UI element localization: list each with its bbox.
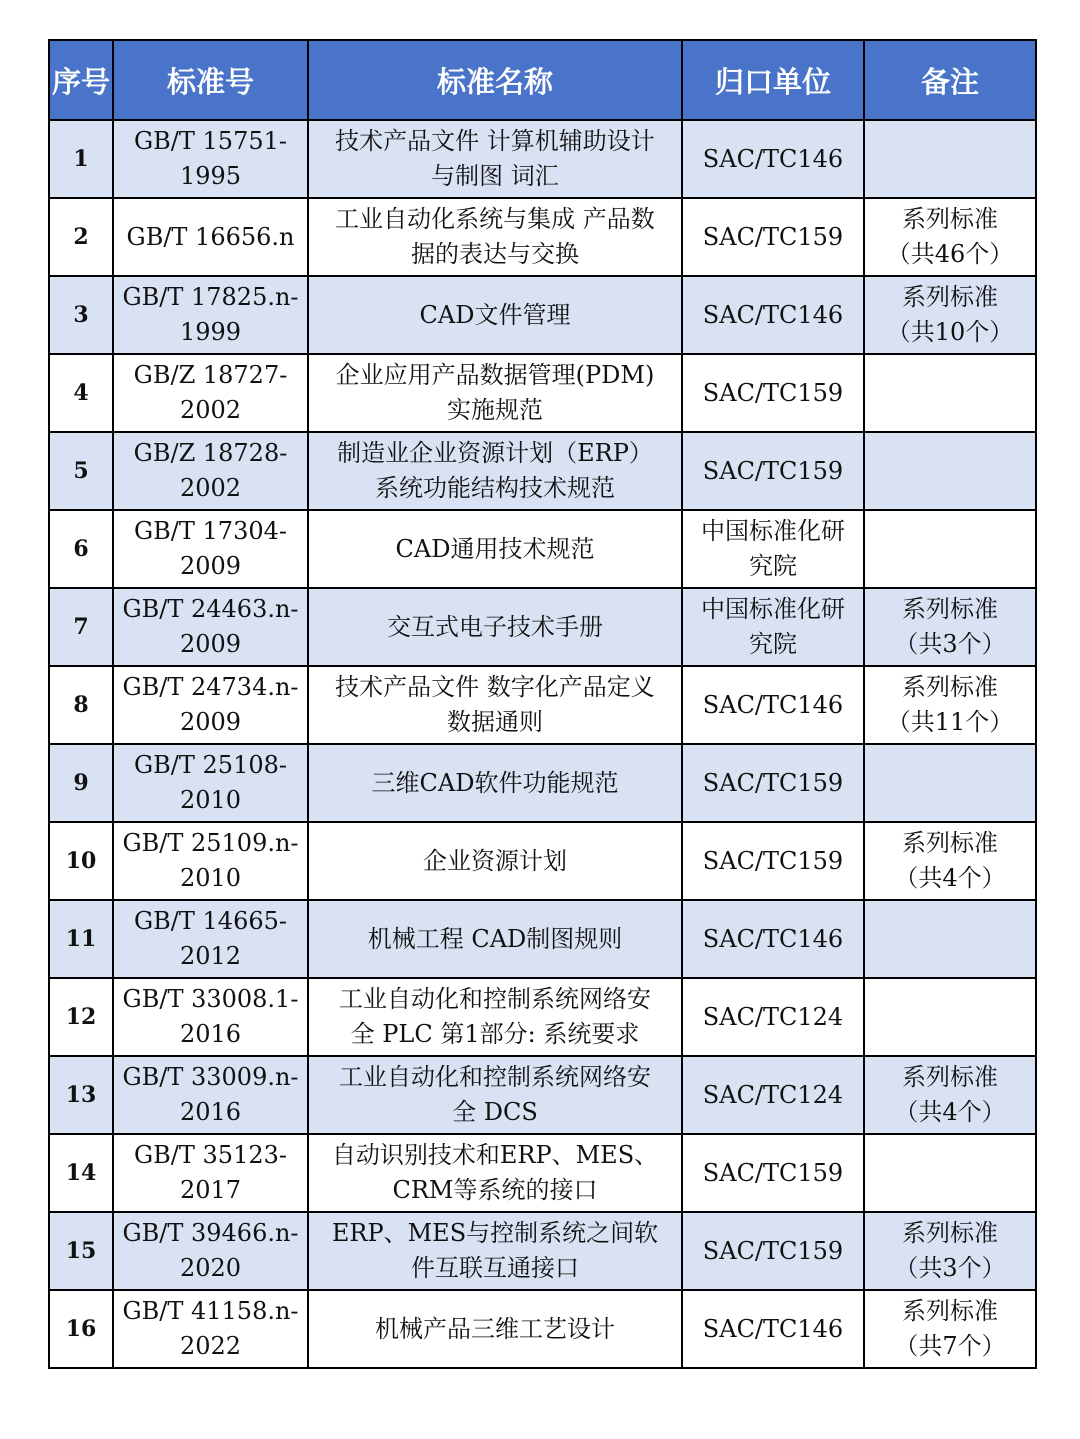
cell-standard-number-line: 2002 [179, 474, 242, 502]
cell-standard-name-line: 工业自动化和控制系统网络安 [339, 1063, 651, 1091]
header-remarks: 备注 [864, 40, 1036, 120]
table-row [49, 198, 1036, 276]
cell-standard-name-line: 机械产品三维工艺设计 [375, 1314, 615, 1343]
cell-responsible-unit [682, 666, 864, 744]
cell-standard-number-line: GB/T 25109.n- [122, 829, 299, 857]
cell-remarks-line: （共3个） [894, 630, 1006, 658]
cell-standard-name-line: 全 DCS [452, 1098, 538, 1126]
cell-responsible-unit [682, 744, 864, 822]
table-row [49, 822, 1036, 900]
cell-standard-name [308, 588, 682, 666]
cell-standard-name-line: 三维CAD软件功能规范 [371, 768, 619, 797]
cell-standard-number-line: GB/T 41158.n- [122, 1297, 299, 1325]
cell-standard-number-line: 1999 [179, 318, 242, 346]
cell-remarks-line: 系列标准 [902, 283, 998, 311]
cell-standard-number [113, 1290, 308, 1368]
cell-remarks-line: （共10个） [886, 318, 1014, 346]
cell-standard-name [308, 1290, 682, 1368]
cell-remarks [864, 1212, 1036, 1290]
cell-responsible-unit-line: SAC/TC146 [702, 144, 844, 173]
cell-responsible-unit [682, 120, 864, 198]
cell-responsible-unit-line: SAC/TC146 [702, 1314, 844, 1343]
cell-standard-number [113, 744, 308, 822]
cell-standard-name-line: 工业自动化和控制系统网络安 [339, 985, 651, 1013]
cell-standard-number [113, 354, 308, 432]
cell-responsible-unit-line: SAC/TC146 [702, 300, 844, 329]
cell-standard-name-line: 数据通则 [447, 708, 543, 736]
cell-standard-number [113, 1056, 308, 1134]
cell-responsible-unit-line: 究院 [749, 552, 797, 580]
cell-remarks [864, 1056, 1036, 1134]
cell-seq: 14 [49, 1134, 113, 1212]
cell-seq: 3 [49, 276, 113, 354]
cell-responsible-unit [682, 900, 864, 978]
cell-standard-name [308, 198, 682, 276]
cell-remarks-line: 系列标准 [902, 1297, 998, 1325]
cell-standard-number [113, 588, 308, 666]
cell-standard-number-line: 2022 [179, 1332, 242, 1360]
cell-remarks-line: 系列标准 [902, 829, 998, 857]
cell-standard-number [113, 276, 308, 354]
cell-standard-name-line: CAD文件管理 [419, 300, 571, 329]
cell-seq: 6 [49, 510, 113, 588]
table-row [49, 588, 1036, 666]
cell-standard-number-line: GB/T 16656.n [126, 222, 295, 251]
cell-remarks-line: （共3个） [894, 1254, 1006, 1282]
cell-responsible-unit-line: SAC/TC159 [702, 846, 844, 875]
cell-responsible-unit [682, 1134, 864, 1212]
cell-remarks [864, 1290, 1036, 1368]
cell-responsible-unit [682, 1290, 864, 1368]
cell-responsible-unit-line: 中国标准化研 [701, 595, 845, 623]
cell-standard-name-line: CRM等系统的接口 [392, 1176, 598, 1204]
table-row [49, 432, 1036, 510]
cell-standard-number [113, 1134, 308, 1212]
cell-responsible-unit-line: SAC/TC146 [702, 924, 844, 953]
standards-table [48, 39, 1037, 1369]
cell-remarks-line: 系列标准 [902, 595, 998, 623]
table-row [49, 1056, 1036, 1134]
cell-responsible-unit-line: SAC/TC146 [702, 690, 844, 719]
cell-responsible-unit [682, 354, 864, 432]
cell-standard-number-line: GB/T 24734.n- [122, 673, 299, 701]
cell-standard-number-line: 2009 [179, 708, 242, 736]
cell-standard-number-line: 2009 [179, 630, 242, 658]
cell-standard-name-line: CAD通用技术规范 [395, 534, 595, 563]
cell-responsible-unit-line: SAC/TC124 [702, 1002, 844, 1031]
cell-standard-name-line: 机械工程 CAD制图规则 [367, 924, 623, 953]
cell-standard-number-line: 2020 [179, 1254, 242, 1282]
cell-standard-number [113, 900, 308, 978]
table-row [49, 666, 1036, 744]
cell-standard-name [308, 276, 682, 354]
cell-responsible-unit [682, 1056, 864, 1134]
cell-remarks-line: （共46个） [886, 240, 1014, 268]
cell-remarks [864, 198, 1036, 276]
cell-standard-name-line: 技术产品文件 数字化产品定义 [335, 673, 655, 701]
cell-seq: 8 [49, 666, 113, 744]
cell-standard-number-line: GB/T 14665- [134, 907, 287, 935]
cell-standard-number-line: GB/T 33009.n- [122, 1063, 299, 1091]
cell-standard-name-line: 据的表达与交换 [411, 240, 579, 268]
cell-remarks [864, 276, 1036, 354]
cell-remarks [864, 588, 1036, 666]
cell-standard-name [308, 900, 682, 978]
cell-responsible-unit [682, 276, 864, 354]
cell-responsible-unit [682, 198, 864, 276]
cell-seq: 9 [49, 744, 113, 822]
table-row [49, 120, 1036, 198]
cell-standard-number-line: GB/T 15751- [134, 127, 287, 155]
cell-remarks-line: （共4个） [894, 864, 1006, 892]
cell-standard-name-line: 技术产品文件 计算机辅助设计 [335, 127, 655, 155]
cell-standard-number-line: GB/T 33008.1- [122, 985, 299, 1013]
table-body [49, 120, 1036, 1368]
header-row [49, 40, 1036, 120]
cell-remarks [864, 432, 1036, 510]
table-row [49, 1290, 1036, 1368]
cell-standard-number [113, 666, 308, 744]
cell-standard-number [113, 198, 308, 276]
cell-responsible-unit-line: 中国标准化研 [701, 517, 845, 545]
cell-responsible-unit-line: SAC/TC159 [702, 768, 844, 797]
cell-remarks [864, 744, 1036, 822]
cell-remarks-line: 系列标准 [902, 673, 998, 701]
cell-responsible-unit [682, 510, 864, 588]
cell-standard-number-line: GB/T 17304- [134, 517, 287, 545]
cell-standard-number-line: 2009 [179, 552, 242, 580]
cell-standard-name [308, 978, 682, 1056]
cell-standard-name [308, 432, 682, 510]
cell-remarks [864, 978, 1036, 1056]
cell-standard-name [308, 744, 682, 822]
cell-standard-name-line: 工业自动化系统与集成 产品数 [335, 205, 655, 233]
cell-standard-number-line: 2016 [179, 1020, 242, 1048]
header-responsible-unit: 归口单位 [682, 40, 864, 120]
cell-standard-number-line: 2010 [179, 864, 242, 892]
cell-standard-number-line: 2002 [179, 396, 242, 424]
cell-standard-name [308, 822, 682, 900]
cell-responsible-unit-line: SAC/TC159 [702, 222, 844, 251]
cell-responsible-unit [682, 432, 864, 510]
cell-standard-name-line: 实施规范 [447, 396, 543, 424]
cell-standard-name [308, 1134, 682, 1212]
cell-seq: 13 [49, 1056, 113, 1134]
cell-remarks-line: 系列标准 [902, 205, 998, 233]
cell-responsible-unit-line: SAC/TC124 [702, 1080, 844, 1109]
cell-remarks [864, 822, 1036, 900]
cell-responsible-unit-line: SAC/TC159 [702, 378, 844, 407]
cell-remarks-line: （共4个） [894, 1098, 1006, 1126]
table-row [49, 510, 1036, 588]
cell-remarks-line: （共11个） [886, 708, 1014, 736]
cell-standard-number-line: GB/T 17825.n- [122, 283, 299, 311]
cell-responsible-unit-line: SAC/TC159 [702, 1158, 844, 1187]
cell-responsible-unit [682, 822, 864, 900]
cell-remarks [864, 666, 1036, 744]
cell-standard-number-line: GB/Z 18728- [133, 439, 288, 467]
cell-standard-name [308, 1212, 682, 1290]
cell-remarks [864, 900, 1036, 978]
cell-remarks-line: （共7个） [894, 1332, 1006, 1360]
cell-remarks-line: 系列标准 [902, 1219, 998, 1247]
cell-remarks [864, 120, 1036, 198]
header-standard-number: 标准号 [113, 40, 308, 120]
cell-standard-number [113, 120, 308, 198]
cell-responsible-unit [682, 978, 864, 1056]
cell-standard-name-line: 交互式电子技术手册 [387, 612, 603, 641]
table-row [49, 900, 1036, 978]
cell-standard-number-line: 2016 [179, 1098, 242, 1126]
cell-standard-name-line: 企业资源计划 [423, 846, 567, 875]
cell-seq: 12 [49, 978, 113, 1056]
cell-standard-number-line: GB/T 35123- [134, 1141, 287, 1169]
cell-standard-name [308, 510, 682, 588]
cell-responsible-unit [682, 1212, 864, 1290]
cell-standard-name-line: 件互联互通接口 [411, 1254, 579, 1282]
cell-standard-number-line: GB/T 39466.n- [122, 1219, 299, 1247]
cell-seq: 1 [49, 120, 113, 198]
cell-seq: 10 [49, 822, 113, 900]
cell-standard-number-line: 2010 [179, 786, 242, 814]
header-seq: 序号 [49, 40, 113, 120]
cell-standard-number-line: GB/T 24463.n- [122, 595, 299, 623]
table-row [49, 744, 1036, 822]
cell-seq: 11 [49, 900, 113, 978]
cell-standard-number-line: GB/T 25108- [134, 751, 287, 779]
cell-standard-number-line: GB/Z 18727- [133, 361, 288, 389]
cell-responsible-unit [682, 588, 864, 666]
cell-remarks-line: 系列标准 [902, 1063, 998, 1091]
cell-standard-name-line: 全 PLC 第1部分: 系统要求 [350, 1020, 640, 1048]
cell-standard-name [308, 354, 682, 432]
cell-standard-name-line: 自动识别技术和ERP、MES、 [331, 1141, 659, 1169]
cell-standard-number-line: 1995 [179, 162, 242, 190]
cell-remarks [864, 354, 1036, 432]
cell-responsible-unit-line: 究院 [749, 630, 797, 658]
cell-standard-number [113, 432, 308, 510]
cell-seq: 4 [49, 354, 113, 432]
cell-standard-name-line: 与制图 词汇 [431, 162, 559, 190]
cell-seq: 2 [49, 198, 113, 276]
cell-standard-number [113, 1212, 308, 1290]
cell-standard-name-line: 企业应用产品数据管理(PDM) [335, 361, 655, 389]
table-row [49, 354, 1036, 432]
cell-seq: 15 [49, 1212, 113, 1290]
cell-seq: 7 [49, 588, 113, 666]
cell-standard-number [113, 978, 308, 1056]
table-row [49, 978, 1036, 1056]
cell-remarks [864, 510, 1036, 588]
cell-standard-name [308, 666, 682, 744]
cell-standard-name-line: 制造业企业资源计划（ERP） [337, 439, 653, 467]
cell-seq: 16 [49, 1290, 113, 1368]
cell-responsible-unit-line: SAC/TC159 [702, 1236, 844, 1265]
table-row [49, 276, 1036, 354]
cell-standard-number-line: 2012 [179, 942, 242, 970]
cell-standard-number-line: 2017 [179, 1176, 242, 1204]
cell-standard-name-line: ERP、MES与控制系统之间软 [331, 1219, 659, 1247]
cell-standard-name-line: 系统功能结构技术规范 [375, 474, 615, 502]
cell-standard-name [308, 120, 682, 198]
cell-remarks [864, 1134, 1036, 1212]
cell-standard-name [308, 1056, 682, 1134]
cell-standard-number [113, 510, 308, 588]
header-standard-name: 标准名称 [308, 40, 682, 120]
cell-responsible-unit-line: SAC/TC159 [702, 456, 844, 485]
cell-seq: 5 [49, 432, 113, 510]
table-row [49, 1212, 1036, 1290]
cell-standard-number [113, 822, 308, 900]
table-row [49, 1134, 1036, 1212]
